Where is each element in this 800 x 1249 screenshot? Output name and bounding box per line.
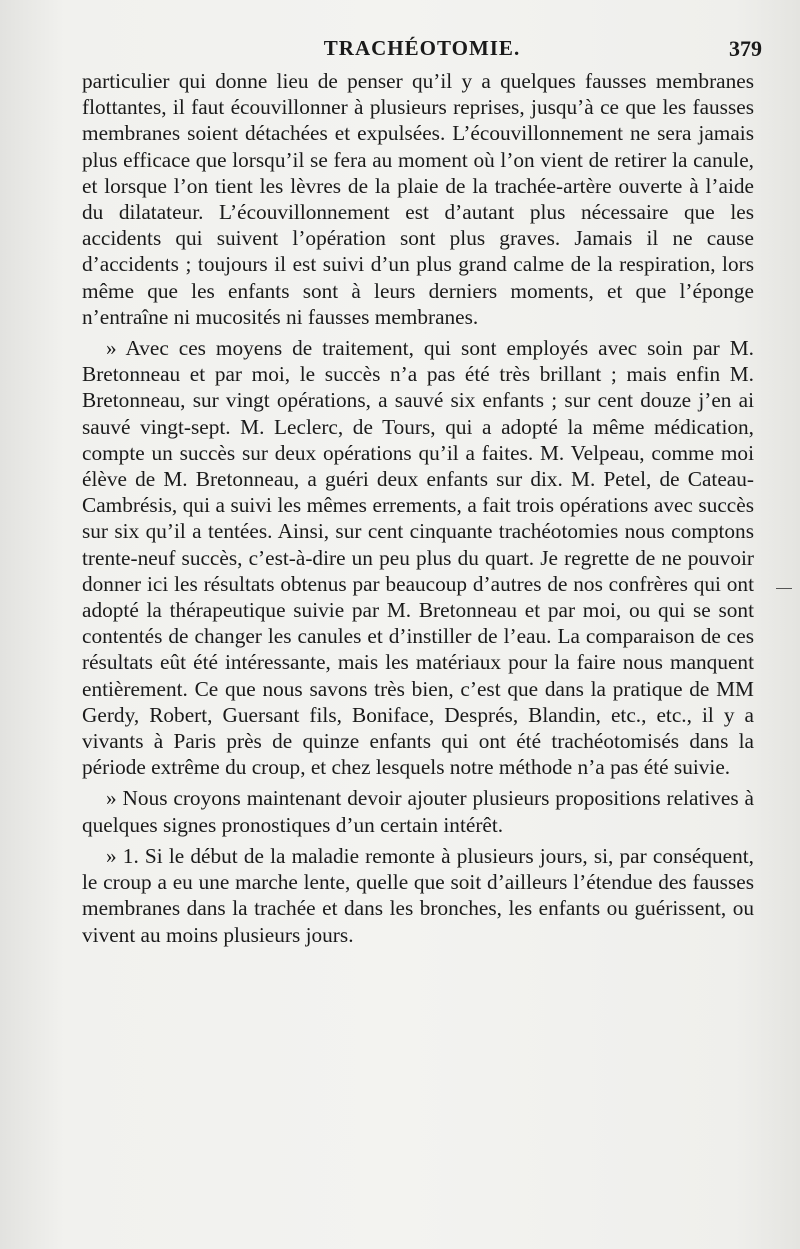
running-head — [82, 36, 762, 66]
paragraph-proposition-1: » 1. Si le début de la maladie remonte à plusieurs jours, si, par conséquent, le croup a eu une marche lente, quelle que soit d’ailleurs l’étendue des fausses membranes dans la trachée et dans les bronches, les enfants ou guérissent, ou vivent au moins plusieurs jours. — [82, 843, 754, 947]
paragraph-results: » Avec ces moyens de traitement, qui sont employés avec soin par M. Bretonneau et par moi, le succès n’a pas été très brillant ; mais enfin M. Bretonneau, sur vingt opérations, a sauvé six enfants ; sur cent douze j’en ai sauvé vingt-sept. M. Leclerc, de Tours, qui a adopté la même médication, compte un succès sur deux opérations qu’il a faites. M. Velpeau, comme moi élève de M. Bretonneau, a guéri deux enfants sur dix. M. Petel, de Cateau-Cambrésis, qui a suivi les mêmes errements, a fait trois opérations avec succès sur six qu’il a tentées. Ainsi, sur cent cinquante trachéotomies nous comptons trente-neuf succès, c’est-à-dire un peu plus du quart. Je regrette de ne pouvoir donner ici les résultats obtenus par beaucoup d’autres de nos confrères qui ont adopté la thérapeutique suivie par M. Bretonneau et par moi, ou qui se sont contentés de changer les canules et d’instiller de l’eau. La comparaison de ces résultats eût été intéressante, mais les matériaux pour la faire nous manquent entièrement. Ce que nous savons très bien, c’est que dans la pratique de MM Gerdy, Robert, Guersant fils, Boniface, Després, Blandin, etc., etc., il y a vivants à Paris près de quinze enfants qui ont été trachéotomisés dans la période extrême du croup, et chez lesquels notre méthode n’a pas été suivie. — [82, 336, 754, 780]
paragraph-continuation: particulier qui donne lieu de penser qu’il y a quelques fausses membranes flottantes, il faut écouvillonner à plusieurs reprises, jusqu’à ce que les fausses membranes soient détachées et expulsées. L’écouvillonnement ne sera jamais plus efficace que lorsqu’il se fera au moment où l’on vient de retirer la canule, et lorsque l’on tient les lèvres de la plaie de la trachée-artère ouverte à l’aide du dilatateur. L’écouvillonnement est d’autant plus nécessaire que les accidents qui suivent l’opération sont plus graves. Jamais il ne cause d’accidents ; toujours il est suivi d’un plus grand calme de la respiration, lors même que les enfants sont à leurs derniers moments, et que l’éponge n’entraîne ni mucosités ni fausses membranes. — [82, 69, 754, 329]
body-text — [82, 68, 754, 953]
page-number: 379 — [729, 36, 762, 61]
running-title: TRACHÉOTOMIE. — [323, 36, 521, 60]
margin-dash — [776, 588, 792, 589]
paragraph-propositions: » Nous croyons maintenant devoir ajouter plusieurs propositions relatives à quelques signes pronostiques d’un certain intérêt. — [82, 786, 754, 837]
